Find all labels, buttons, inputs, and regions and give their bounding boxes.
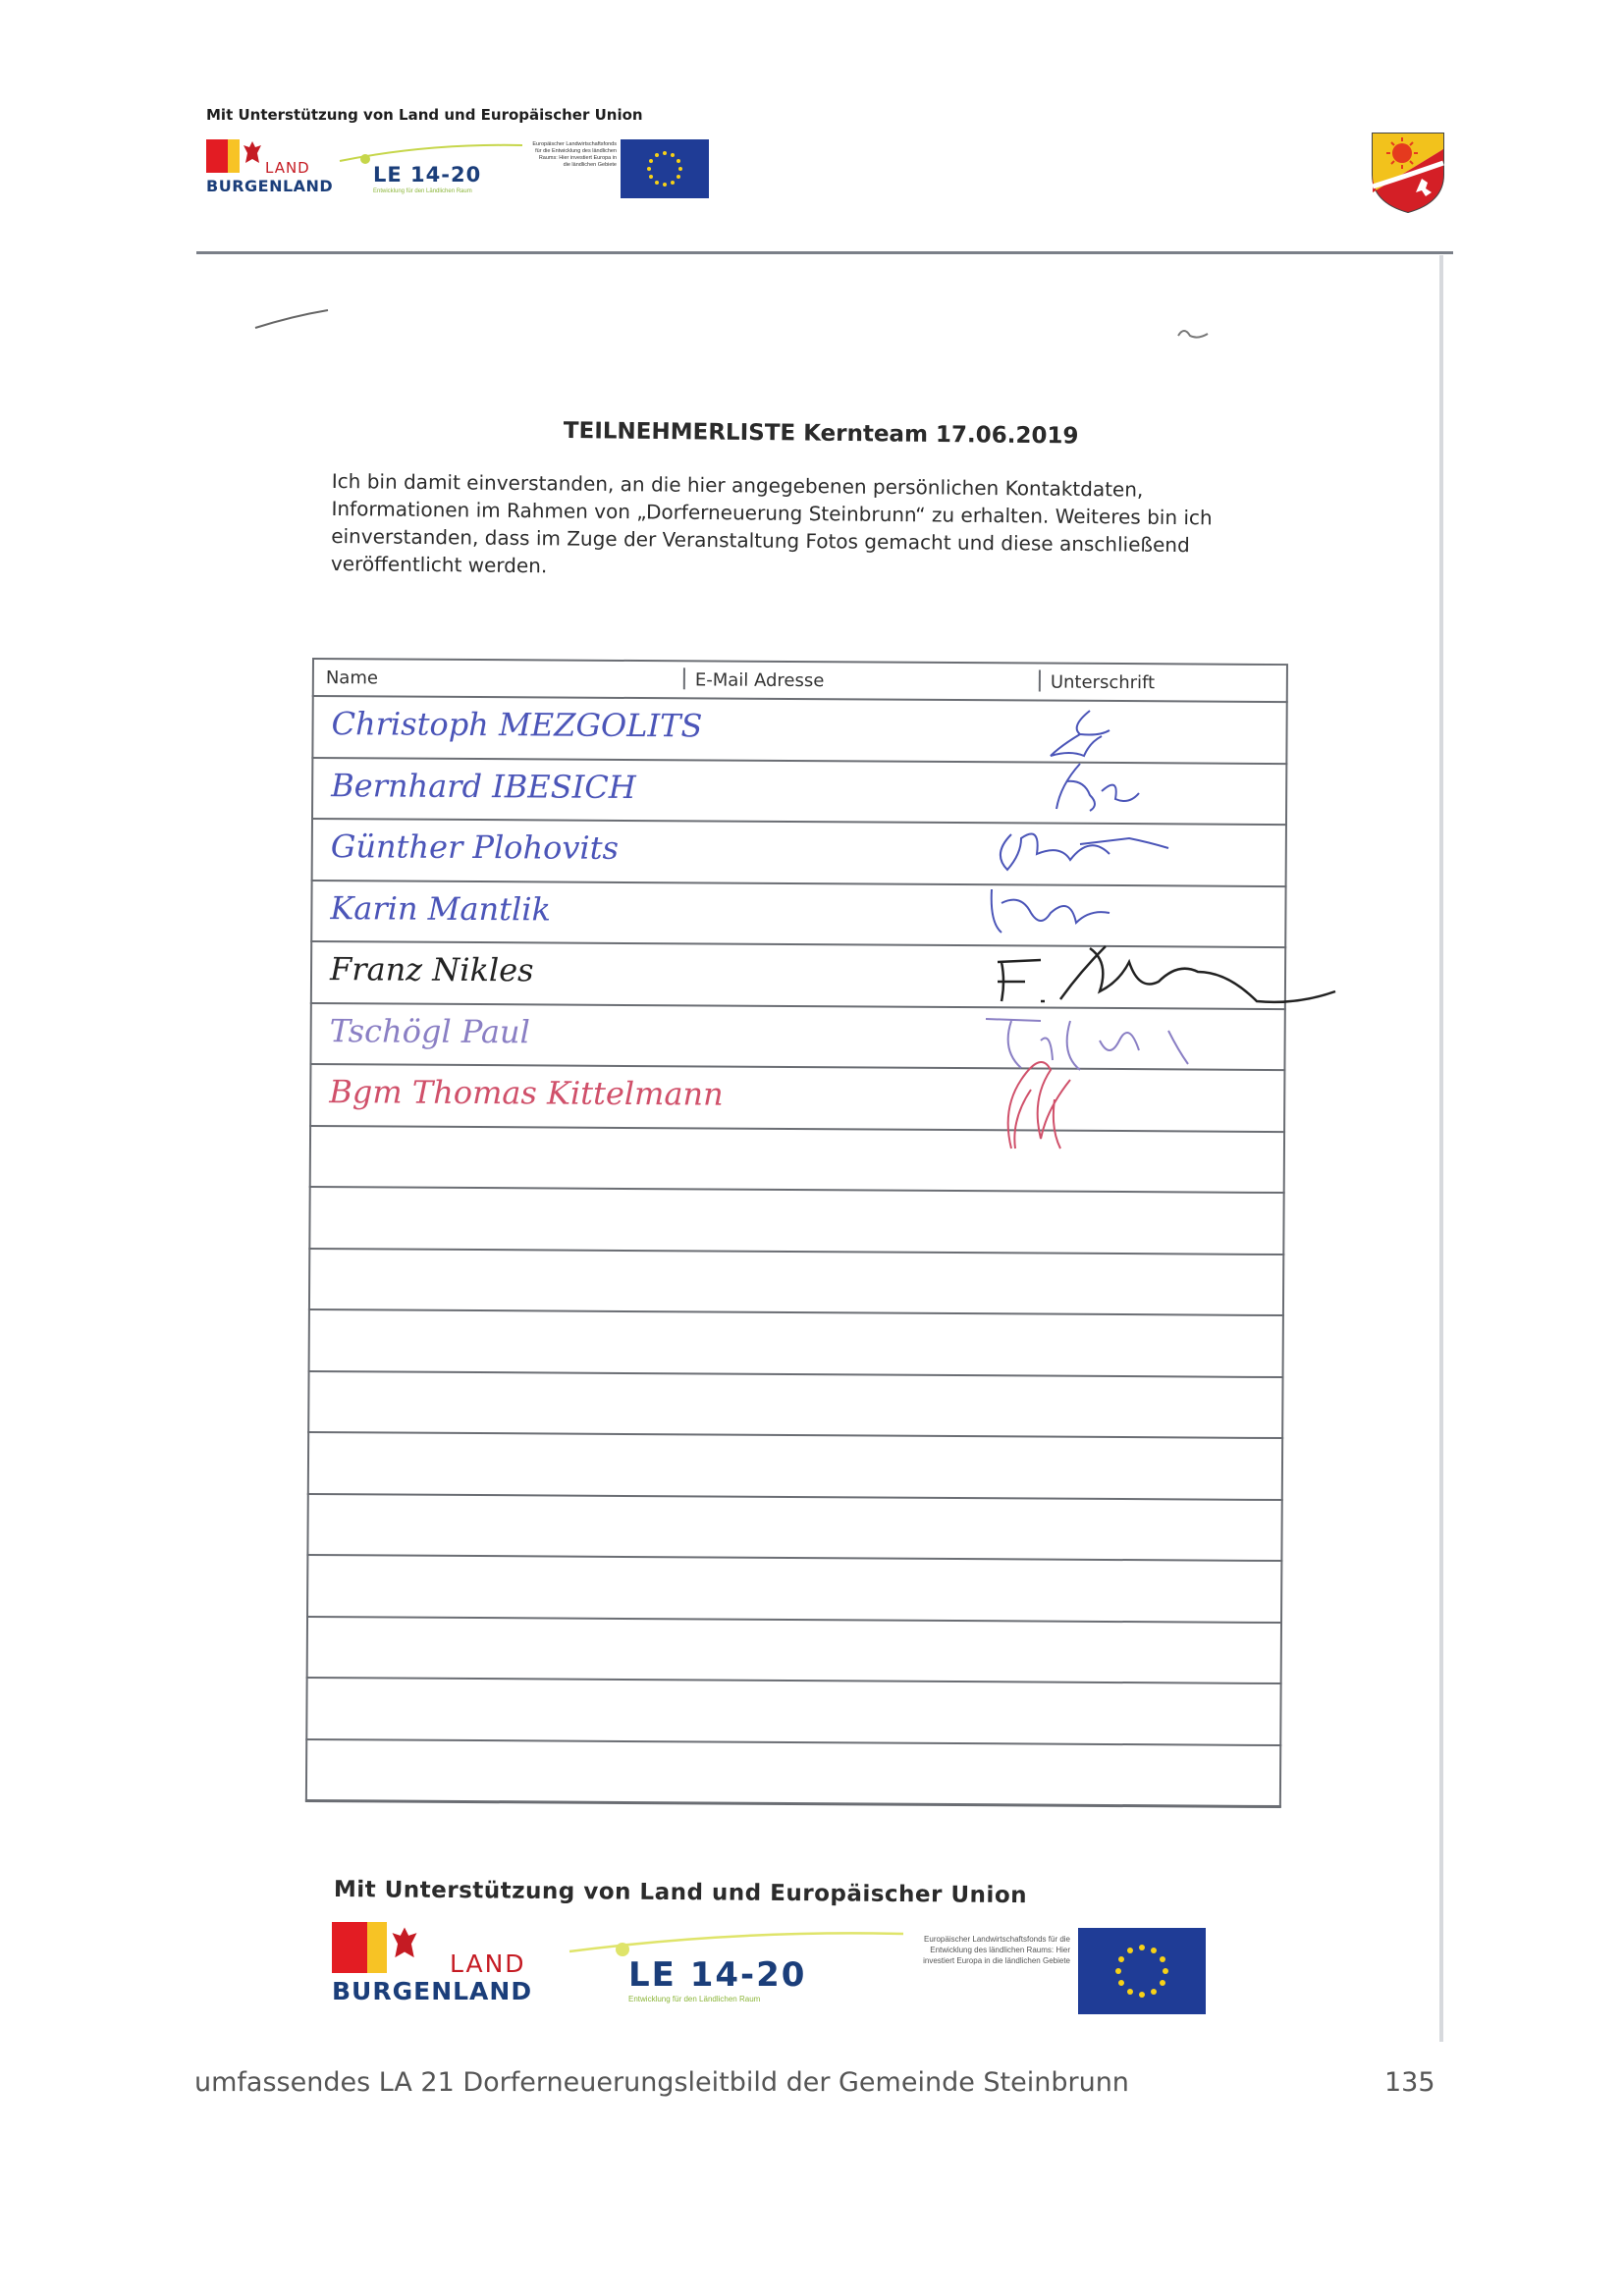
column-header-signature: Unterschrift bbox=[1050, 671, 1156, 694]
top-support-text: Mit Unterstützung von Land und Europäischer Union bbox=[206, 106, 643, 124]
flag-yellow-stripe bbox=[228, 139, 240, 173]
eagle-icon bbox=[389, 1922, 420, 1971]
le-logo-subtitle: Entwicklung für den Ländlichen Raum bbox=[628, 1995, 761, 2003]
signature-7 bbox=[972, 1041, 1090, 1158]
signature-5 bbox=[992, 933, 1345, 1021]
scan-right-edge bbox=[1439, 255, 1443, 2042]
le-logo-text: LE 14-20 bbox=[628, 1955, 807, 1995]
participant-name: Günther Plohovits bbox=[330, 828, 620, 867]
coat-of-arms-icon bbox=[1369, 130, 1447, 214]
land-logo-line2: BURGENLAND bbox=[332, 1977, 533, 2005]
bottom-eu-logo bbox=[913, 1928, 1237, 2016]
bottom-le-14-20-logo bbox=[560, 1926, 913, 2008]
participant-name: Bernhard IBESICH bbox=[331, 766, 636, 806]
header-divider bbox=[1039, 670, 1041, 692]
participant-name: Karin Mantlik bbox=[330, 888, 552, 928]
consent-line: Informationen im Rahmen von „Dorferneuerung Steinbrunn“ zu erhalten. Weiteres bin ich bbox=[331, 496, 1213, 530]
participant-name: Tschögl Paul bbox=[329, 1011, 530, 1050]
eu-logo-text: Europäischer Landwirtschaftsfonds für die Entwicklung des ländlichen Raums: Hier investiert Europa in die ländlichen Gebiete bbox=[532, 141, 617, 168]
bottom-land-burgenland-logo bbox=[332, 1922, 538, 2010]
le-logo-text: LE 14-20 bbox=[373, 163, 482, 187]
footer-text: umfassendes LA 21 Dorferneuerungsleitbild der Gemeinde Steinbrunn bbox=[194, 2067, 1129, 2098]
consent-line: Ich bin damit einverstanden, an die hier angegebenen persönlichen Kontaktdaten, bbox=[331, 468, 1144, 502]
land-logo-line2: BURGENLAND bbox=[206, 177, 334, 195]
land-burgenland-logo bbox=[206, 137, 334, 198]
flag-red-stripe bbox=[332, 1922, 367, 1973]
consent-line: veröffentlicht werden. bbox=[330, 551, 548, 578]
pen-mark-left bbox=[253, 304, 332, 334]
consent-line: einverstanden, dass im Zuge der Veranstaltung Fotos gemacht und diese anschließend bbox=[331, 523, 1190, 558]
land-logo-line1: LAND bbox=[450, 1949, 526, 1978]
bottom-support-text: Mit Unterstützung von Land und Europäischer Union bbox=[333, 1877, 1028, 1909]
page-number: 135 bbox=[1384, 2067, 1435, 2098]
land-logo-line1: LAND bbox=[265, 159, 310, 177]
le-logo-subtitle: Entwicklung für den Ländlichen Raum bbox=[373, 188, 472, 194]
header-divider bbox=[683, 667, 685, 689]
pen-mark-right bbox=[1174, 322, 1214, 346]
flag-yellow-stripe bbox=[367, 1922, 387, 1973]
eu-flag-icon bbox=[1078, 1928, 1206, 2014]
column-header-email: E-Mail Adresse bbox=[694, 669, 825, 692]
le-14-20-logo bbox=[330, 139, 526, 200]
eu-logo-text: Europäischer Landwirtschaftsfonds für die Entwicklung des ländlichen Raums: Hier investiert Europa in die ländlichen Gebiete bbox=[923, 1935, 1070, 1965]
participant-name: Franz Nikles bbox=[329, 950, 534, 989]
form-title: TEILNEHMERLISTE Kernteam 17.06.2019 bbox=[563, 418, 1079, 450]
eagle-icon bbox=[242, 137, 263, 173]
column-header-name: Name bbox=[325, 667, 379, 689]
flag-red-stripe bbox=[206, 139, 228, 173]
eu-logo bbox=[530, 137, 717, 200]
consent-text bbox=[331, 467, 1274, 587]
scan-top-edge bbox=[196, 251, 1453, 254]
eu-flag-icon bbox=[621, 139, 709, 198]
participant-name: Christoph MEZGOLITS bbox=[331, 705, 703, 745]
signature-3 bbox=[982, 815, 1178, 883]
participant-name: Bgm Thomas Kittelmann bbox=[329, 1073, 724, 1113]
